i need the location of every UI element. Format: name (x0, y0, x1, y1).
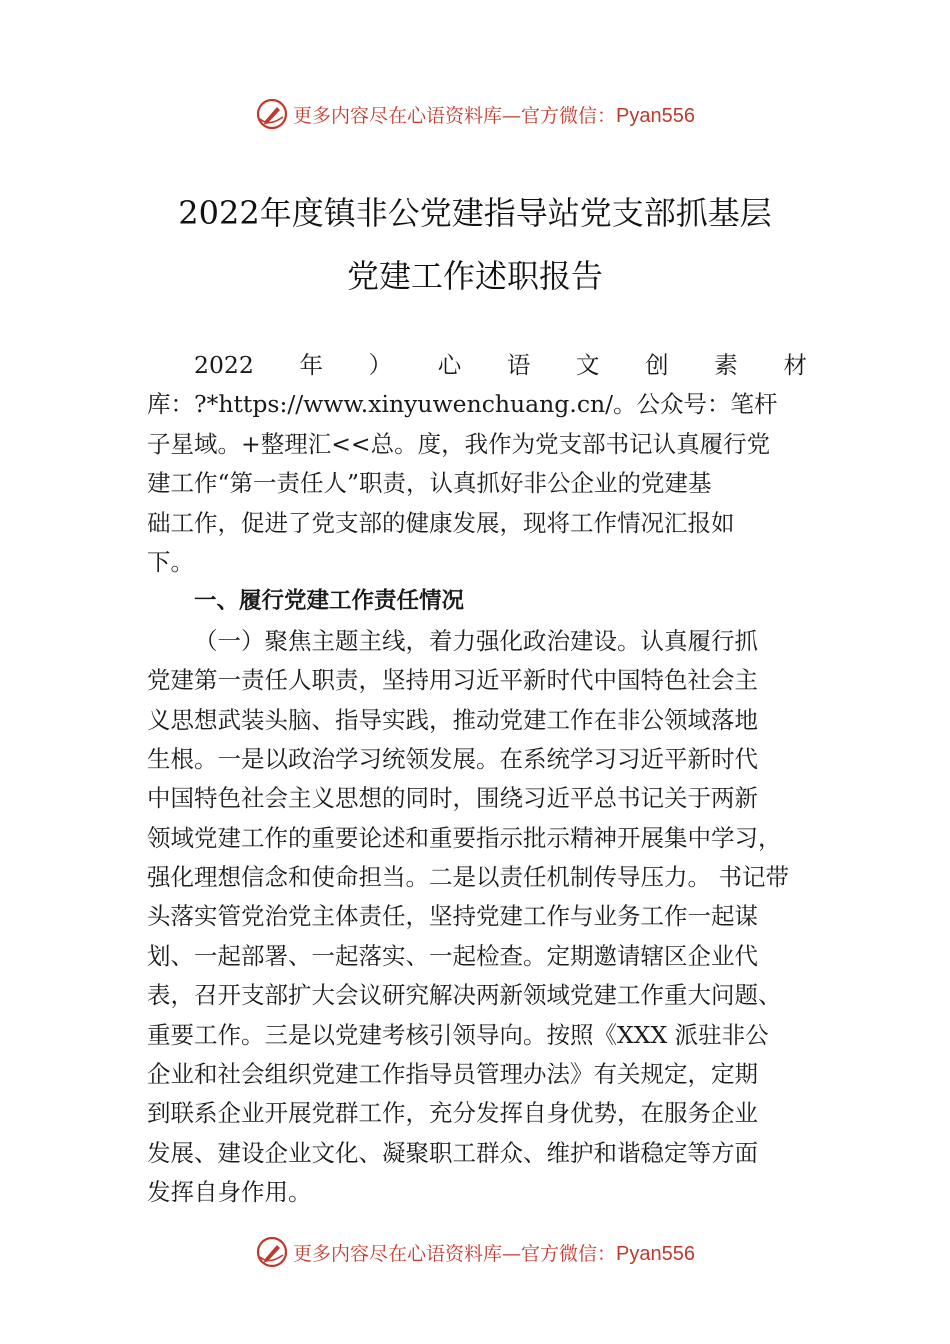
document-title-line1: 2022年度镇非公党建指导站党支部抓基层 (178, 194, 772, 232)
intro-token: 材 (783, 351, 807, 379)
document-body (147, 346, 807, 1213)
section-line: 企业和社会组织党建工作指导员管理办法》有关规定，定期 (147, 1060, 758, 1089)
section-line: （一）聚焦主题主线，着力强化政治建设。认真履行抓 (194, 626, 758, 655)
section-line: 表，召开支部扩大会议研究解决两新领域党建工作重大问题、 (147, 981, 782, 1010)
section-line: 发挥自身作用。 (147, 1178, 312, 1207)
watermark-label: 官方微信： (521, 1242, 617, 1265)
watermark-id: Pyan556 (616, 104, 695, 127)
intro-token: ） (368, 351, 393, 379)
intro-token: 文 (576, 351, 600, 379)
intro-token: 年 (299, 351, 323, 379)
intro-line: 库：?*https://www.xinyuwenchuang.cn/。公众号：笔杆 (147, 390, 778, 419)
section-line: 头落实管党治党主体责任，坚持党建工作与业务工作一起谋 (147, 902, 758, 931)
pen-logo-icon (255, 97, 289, 131)
intro-line: 子星域。+整理汇<<总。度，我作为党支部书记认真履行党 (147, 429, 771, 458)
intro-token: 素 (714, 351, 738, 379)
watermark-id: Pyan556 (616, 1242, 695, 1265)
section-line: 到联系企业开展党群工作，充分发挥自身优势，在服务企业 (147, 1099, 758, 1128)
intro-line: 下。 (147, 547, 194, 576)
footer-watermark (0, 1232, 950, 1272)
intro-token: 创 (645, 351, 669, 379)
intro-token: 心 (437, 351, 462, 379)
document-title-line2: 党建工作述职报告 (346, 257, 603, 295)
pen-logo-icon (255, 1235, 289, 1269)
section-line: 领域党建工作的重要论述和重要指示批示精神开展集中学习， (147, 823, 782, 852)
intro-token: 语 (506, 351, 531, 379)
watermark-separator: — (502, 1242, 522, 1265)
section-line: 生根。一是以政治学习统领发展。在系统学习习近平新时代 (147, 744, 758, 773)
intro-line: 建工作“第一责任人”职责，认真抓好非公企业的党建基 (147, 469, 712, 498)
watermark-label: 官方微信： (521, 104, 617, 127)
section-line: 发展、建设企业文化、凝聚职工群众、维护和谐稳定等方面 (147, 1138, 758, 1167)
section-line: 重要工作。三是以党建考核引领导向。按照《XXX 派驻非公 (147, 1020, 769, 1049)
watermark-text: 更多内容尽在心语资料库 (293, 1242, 503, 1265)
intro-token: 2022 (194, 351, 254, 379)
section-line: 强化理想信念和使命担当。二是以责任机制传导压力。 书记带 (147, 863, 789, 892)
section-line: 党建第一责任人职责，坚持用习近平新时代中国特色社会主 (147, 666, 758, 695)
watermark-separator: — (502, 104, 522, 127)
intro-line: 础工作，促进了党支部的健康发展，现将工作情况汇报如 (147, 508, 735, 537)
section-heading: 一、履行党建工作责任情况 (194, 588, 465, 615)
section-line: 划、一起部署、一起落实、一起检查。定期邀请辖区企业代 (147, 941, 758, 970)
section-line: 中国特色社会主义思想的同时，围绕习近平总书记关于两新 (147, 784, 758, 813)
watermark-text: 更多内容尽在心语资料库 (293, 104, 503, 127)
section-line: 义思想武装头脑、指导实践，推动党建工作在非公领域落地 (147, 705, 758, 734)
intro-first-line (147, 346, 807, 385)
header-watermark (0, 94, 950, 134)
